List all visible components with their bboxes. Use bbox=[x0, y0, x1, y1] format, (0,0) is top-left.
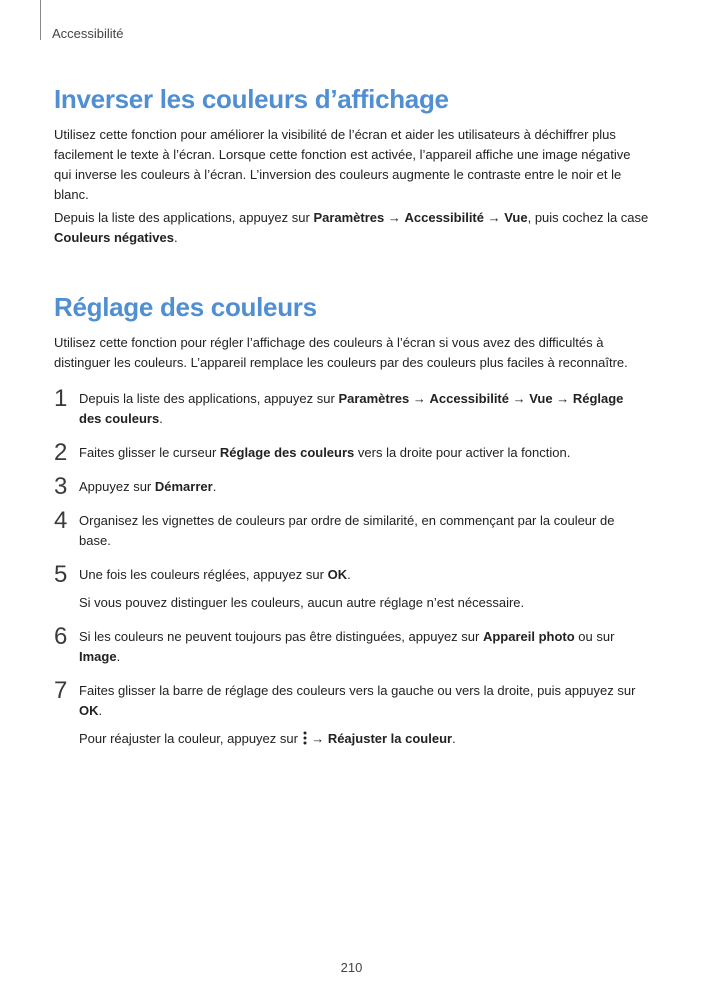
step-number: 4 bbox=[54, 507, 68, 534]
step-text: Faites glisser le curseur Réglage des couleurs vers la droite pour activer la fonction. bbox=[79, 445, 571, 460]
section-title-reglage: Réglage des couleurs bbox=[54, 292, 317, 322]
step-note: Si vous pouvez distinguer les couleurs, aucun autre réglage n’est nécessaire. bbox=[79, 595, 525, 610]
step-text: Si les couleurs ne peuvent toujours pas être distinguées, appuyez sur Appareil photo ou sur Image. bbox=[79, 629, 615, 664]
step-text: Organisez les vignettes de couleurs par ordre de similarité, en commençant par la couleur de base. bbox=[79, 513, 615, 548]
step-text: Une fois les couleurs réglées, appuyez sur OK. bbox=[79, 567, 351, 582]
page-number: 210 bbox=[340, 960, 363, 975]
page-content bbox=[54, 82, 649, 763]
step-7 bbox=[54, 677, 649, 749]
step-2 bbox=[54, 439, 649, 466]
step-number: 1 bbox=[54, 385, 68, 412]
breadcrumb: Accessibilité bbox=[52, 26, 124, 41]
section1-instructions: Depuis la liste des applications, appuyez sur Paramètres → Accessibilité → Vue, puis cochez la case Couleurs négatives. bbox=[54, 210, 649, 245]
step-text: Appuyez sur Démarrer. bbox=[79, 479, 217, 494]
section-title-inverser: Inverser les couleurs d’affichage bbox=[54, 84, 449, 114]
step-text: Faites glisser la barre de réglage des couleurs vers la gauche ou vers la droite, puis appuyez sur OK. bbox=[79, 683, 636, 718]
steps-list bbox=[54, 385, 649, 749]
step-number: 2 bbox=[54, 439, 68, 466]
step-6 bbox=[54, 623, 649, 667]
step-number: 6 bbox=[54, 623, 68, 650]
step-4 bbox=[54, 507, 649, 551]
step-text: Depuis la liste des applications, appuyez sur Paramètres → Accessibilité → Vue → Réglage des couleurs. bbox=[79, 391, 624, 426]
step-number: 3 bbox=[54, 473, 68, 500]
step-note: Pour réajuster la couleur, appuyez sur → Réajuster la couleur. bbox=[79, 731, 456, 746]
step-3 bbox=[54, 473, 649, 500]
section2-intro: Utilisez cette fonction pour régler l’affichage des couleurs à l’écran si vous avez des difficultés à distinguer les couleurs. L’appareil remplace les couleurs par des couleurs plus faciles à reconnaître. bbox=[54, 335, 628, 370]
step-number: 5 bbox=[54, 561, 68, 588]
step-number: 7 bbox=[54, 677, 68, 704]
step-1 bbox=[54, 385, 649, 429]
step-5 bbox=[54, 561, 649, 613]
section1-intro: Utilisez cette fonction pour améliorer la visibilité de l’écran et aider les utilisateurs à déchiffrer plus facilement le texte à l’écran. Lorsque cette fonction est activée, l’appareil affiche une image négative qui inverse les couleurs à l’écran. L’inversion des couleurs augmente le contraste entre le noir et le blanc. bbox=[54, 127, 631, 202]
header-rule bbox=[40, 0, 41, 40]
